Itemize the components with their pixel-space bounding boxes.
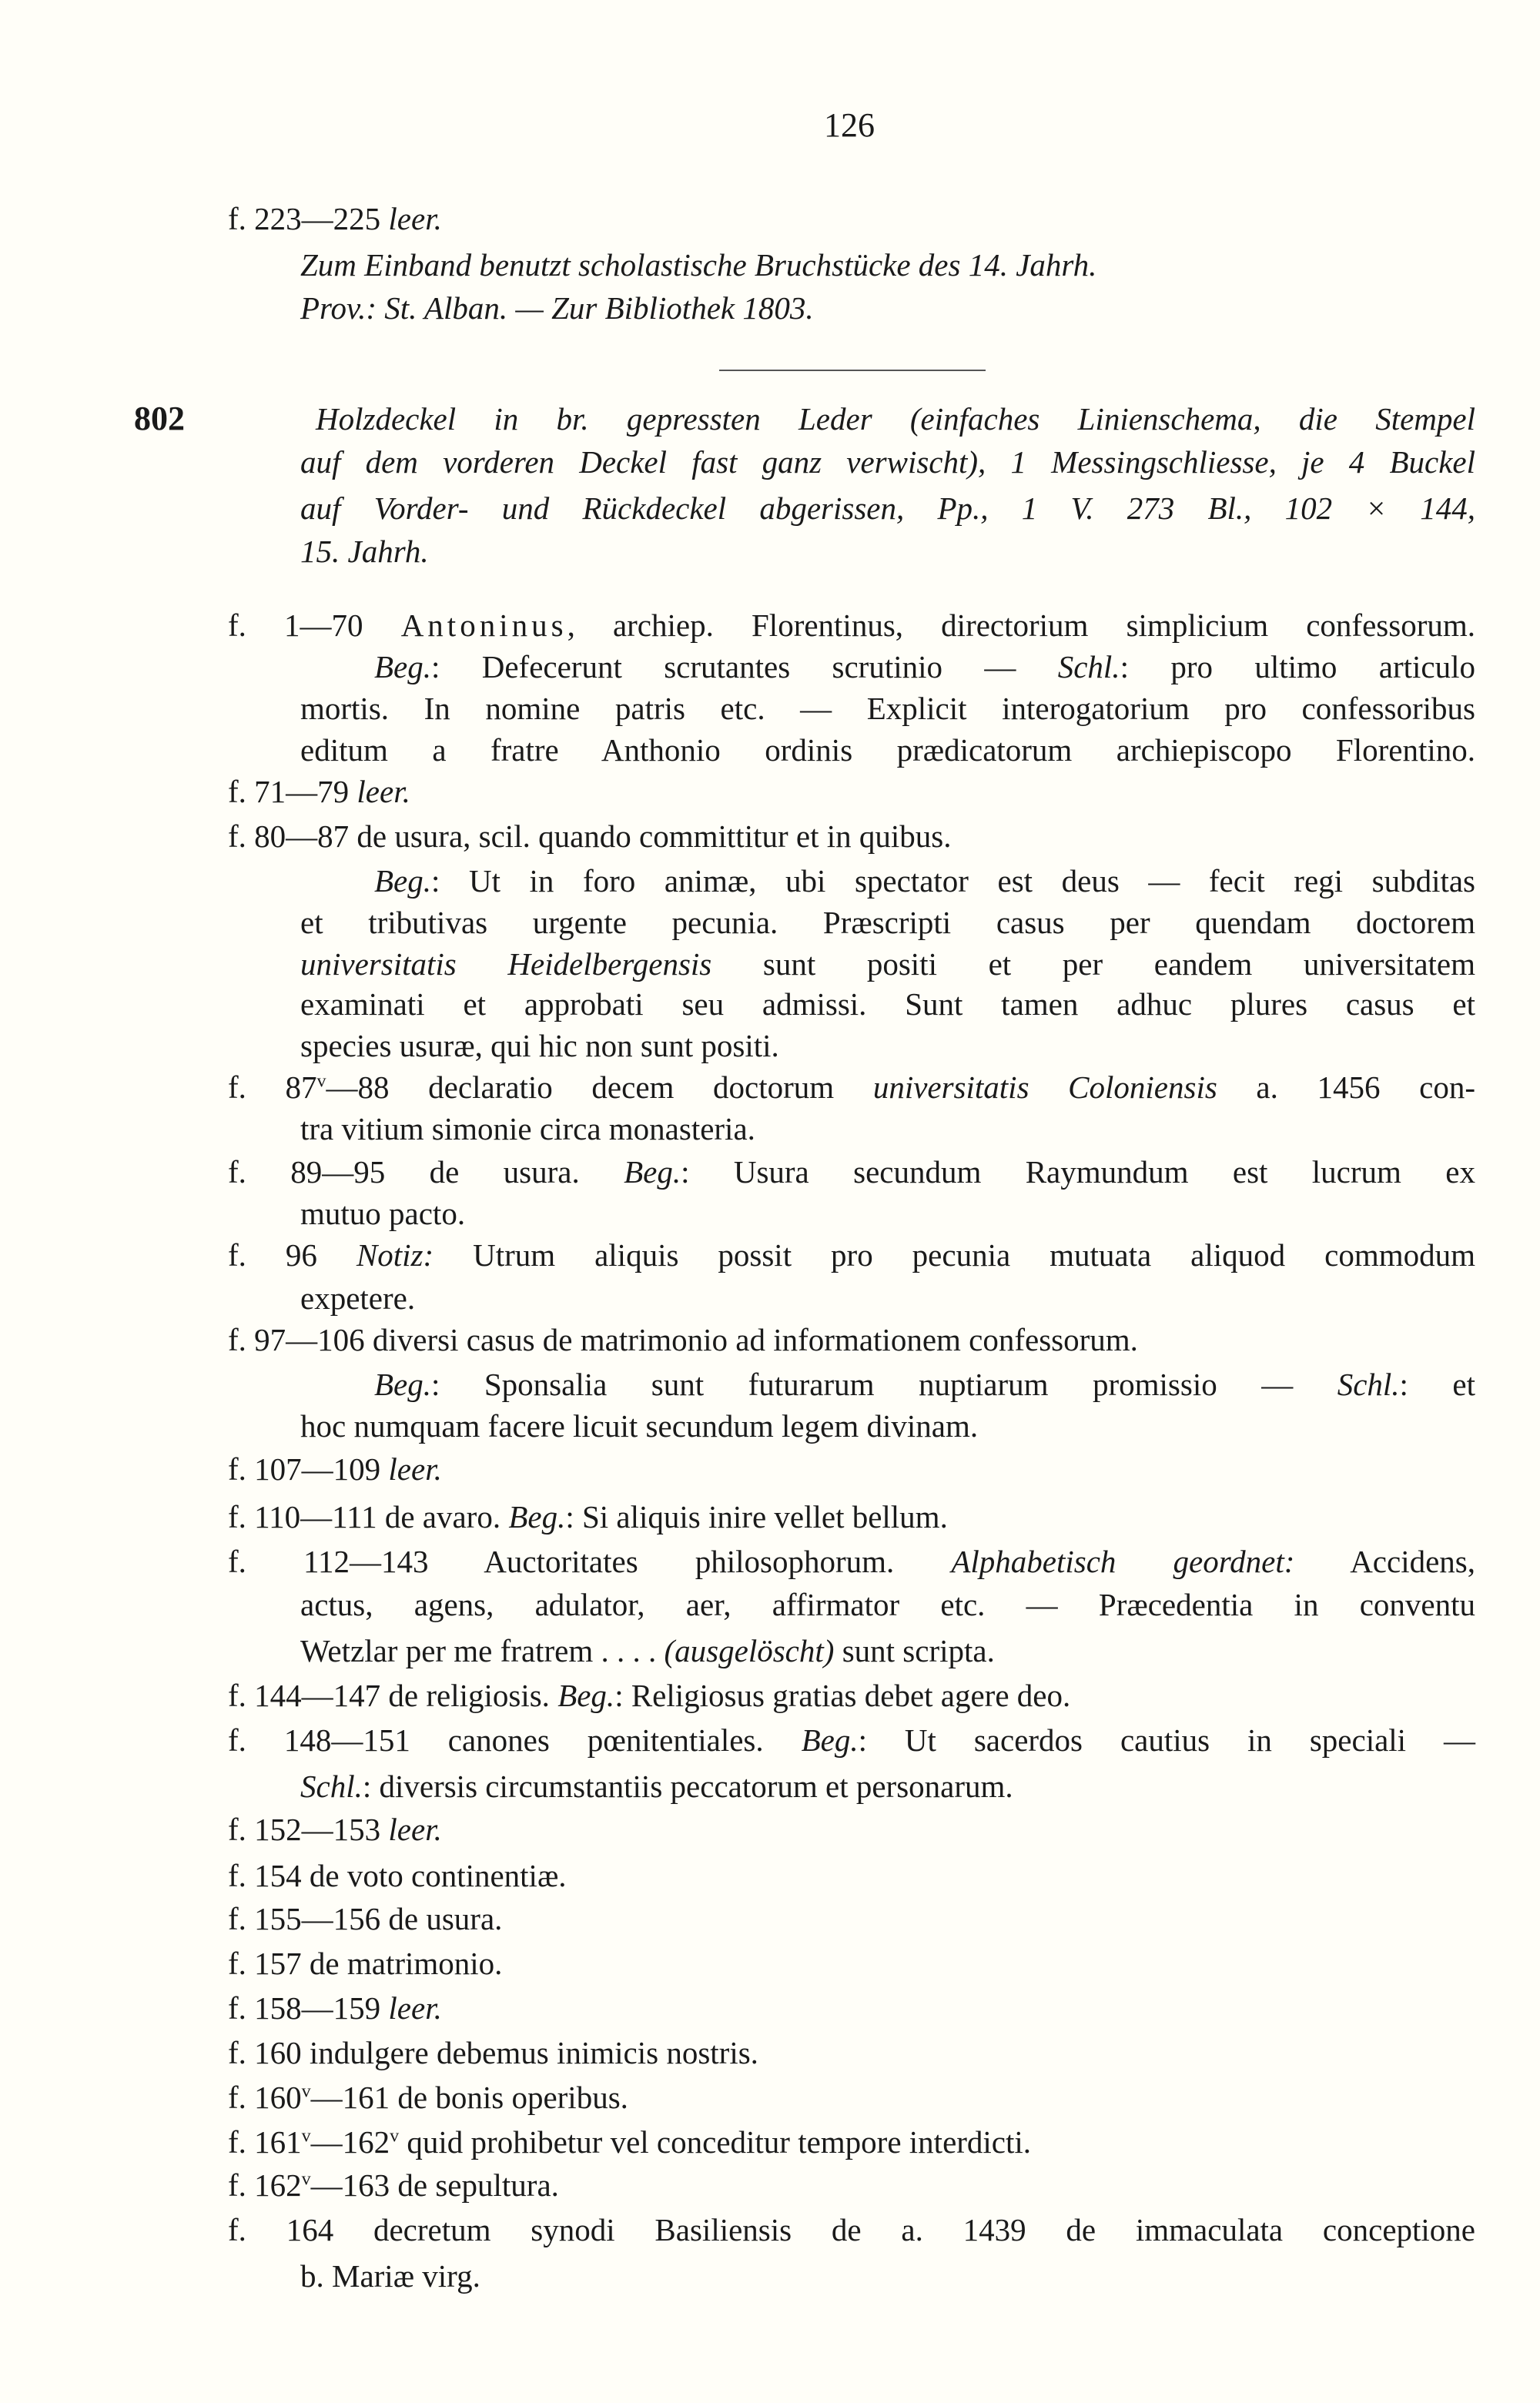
text-line: [374, 1362, 1475, 1407]
italic-text: leer.: [388, 1990, 442, 2026]
text-segment: : Defecerunt scrutantes scrutinio —: [431, 649, 1058, 684]
text-line: [300, 1023, 779, 1068]
italic-text: Beg.: [557, 1678, 615, 1713]
page-number: 126: [824, 106, 875, 144]
text-line: [228, 1986, 442, 2030]
text-line: [374, 858, 1475, 903]
text-line: [228, 1539, 1475, 1584]
italic-text: Schl.: [300, 1769, 363, 1804]
text-segment: f. 158—159: [228, 1990, 389, 2026]
text-line: [300, 1276, 415, 1320]
text-segment: : Usura secundum Raymundum est lucrum ex: [681, 1154, 1475, 1190]
text-segment: —88 declaratio decem doctorum: [326, 1069, 873, 1105]
text-line: [300, 1106, 755, 1151]
superscript: v: [390, 2126, 400, 2147]
italic-text: Beg.: [801, 1722, 859, 1758]
text-segment: : Sponsalia sunt futurarum nuptiarum promissio —: [431, 1367, 1337, 1402]
text-line: [228, 2030, 758, 2075]
italic-text: Notiz:: [356, 1237, 434, 1273]
text-segment: mutuo pacto.: [300, 1196, 466, 1231]
text-segment: tra vitium simonie circa monasteria.: [300, 1111, 755, 1146]
text-segment: , archiep. Florentinus, directorium simplicium confessorum.: [567, 607, 1475, 643]
text-line: [228, 1673, 1070, 1718]
text-segment: f. 107—109: [228, 1451, 389, 1487]
text-line: [228, 1807, 442, 1852]
text-line: [228, 2075, 628, 2120]
italic-text: universitatis Heidelbergensis: [300, 946, 712, 982]
italic-text: leer.: [388, 1812, 442, 1847]
text-segment: —162: [310, 2124, 390, 2160]
text-segment: examinati et approbati seu admissi. Sunt tamen adhuc plures casus et: [300, 986, 1475, 1022]
text-segment: : Ut in foro animæ, ubi spectator est deus — fecit regi subditas: [431, 863, 1475, 899]
italic-text: Schl.: [1337, 1367, 1400, 1402]
text-segment: f. 154 de voto continentiæ.: [228, 1858, 567, 1893]
italic-text: leer.: [388, 201, 442, 236]
italic-text: Beg.: [624, 1154, 681, 1190]
text-line: [316, 397, 1475, 441]
text-line: [300, 1628, 995, 1673]
superscript: v: [316, 1071, 326, 1092]
text-segment: : Religiosus gratias debet agere deo.: [614, 1678, 1071, 1713]
section-divider: [719, 370, 986, 371]
text-line: [300, 440, 1475, 484]
text-segment: hoc numquam facere licuit secundum legem divinam.: [300, 1408, 979, 1444]
italic-text: Beg.: [508, 1499, 566, 1535]
text-line: [228, 1718, 1475, 1762]
text-segment: —163 de sepultura.: [310, 2167, 559, 2203]
text-line: [228, 603, 1475, 648]
text-segment: sunt scripta.: [834, 1633, 995, 1668]
text-line: [228, 1853, 567, 1898]
text-line: [300, 1404, 978, 1448]
text-segment: f. 160: [228, 2080, 302, 2115]
italic-text: (ausgelöscht): [664, 1633, 835, 1668]
text-segment: : Si aliquis inire vellet bellum.: [565, 1499, 948, 1535]
text-segment: f. 223—225: [228, 201, 389, 236]
text-segment: f. 152—153: [228, 1812, 389, 1847]
italic-text: leer.: [388, 1451, 442, 1487]
text-segment: sunt positi et per eandem universitatem: [711, 946, 1476, 982]
text-segment: a. 1456 con-: [1217, 1069, 1475, 1105]
text-line: [300, 1191, 465, 1236]
text-segment: f. 112—143 Auctoritates philosophorum.: [228, 1544, 952, 1579]
superscript: v: [301, 2126, 311, 2147]
text-segment: Wetzlar per me fratrem . . . .: [300, 1633, 665, 1668]
text-segment: f. 80—87 de usura, scil. quando committitur et in quibus.: [228, 818, 952, 854]
text-line: [374, 644, 1475, 689]
text-segment: : diversis circumstantiis peccatorum et personarum.: [362, 1769, 1013, 1804]
text-segment: f. 161: [228, 2124, 302, 2160]
text-segment: f. 162: [228, 2167, 302, 2203]
text-segment: f. 160 indulgere debemus inimicis nostris.: [228, 2035, 758, 2070]
text-segment: f. 110—111 de avaro.: [228, 1499, 509, 1535]
text-line: [300, 529, 429, 574]
text-line: [228, 196, 442, 241]
text-line: [228, 1896, 502, 1941]
italic-text: Beg.: [374, 649, 431, 684]
text-line: [228, 1494, 948, 1539]
text-segment: quid prohibetur vel conceditur tempore interdicti.: [399, 2124, 1032, 2160]
text-segment: f. 164 decretum synodi Basiliensis de a. 1439 de immaculata conceptione: [228, 2212, 1475, 2247]
manuscript-signature: 802: [134, 400, 185, 437]
superscript: v: [301, 2081, 311, 2102]
text-line: [300, 486, 1475, 530]
text-segment: mortis. In nomine patris etc. — Explicit interogatorium pro confessoribus: [300, 691, 1475, 726]
text-line: [300, 982, 1475, 1026]
text-line: [228, 1447, 442, 1491]
italic-text: Holzdeckel in br. gepressten Leder (einfaches Linienschema, die Stempel: [316, 401, 1475, 437]
italic-text: auf dem vorderen Deckel fast ganz verwischt), 1 Messingschliesse, je 4 Buckel: [300, 444, 1475, 480]
italic-text: 15. Jahrh.: [300, 534, 429, 569]
text-segment: f. 155—156 de usura.: [228, 1901, 503, 1936]
text-segment: actus, agens, adulator, aer, affirmator etc. — Præcedentia in conventu: [300, 1587, 1475, 1622]
text-segment: species usuræ, qui hic non sunt positi.: [300, 1028, 779, 1063]
italic-text: Beg.: [374, 1367, 431, 1402]
text-line: [228, 1150, 1475, 1194]
text-line: [228, 1065, 1475, 1109]
text-line: [228, 1941, 502, 1986]
text-segment: f. 144—147 de religiosis.: [228, 1678, 558, 1713]
text-segment: : et: [1399, 1367, 1475, 1402]
text-segment: f. 96: [228, 1237, 357, 1273]
italic-text: Schl.: [1057, 649, 1120, 684]
italic-text: auf Vorder- und Rückdeckel abgerissen, Pp., 1 V. 273 Bl., 102 × 144,: [300, 490, 1475, 526]
italic-text: leer.: [357, 774, 410, 809]
text-segment: f. 148—151 canones pœnitentiales.: [228, 1722, 802, 1758]
text-segment: f. 89—95 de usura.: [228, 1154, 624, 1190]
text-segment: f. 87: [228, 1069, 317, 1105]
text-segment: —161 de bonis operibus.: [310, 2080, 628, 2115]
text-segment: b. Mariæ virg.: [300, 2258, 480, 2294]
text-segment: Utrum aliquis possit pro pecunia mutuata aliquod commodum: [434, 1237, 1476, 1273]
text-line: [300, 686, 1475, 731]
text-line: [228, 2163, 559, 2207]
italic-text: Beg.: [374, 863, 431, 899]
italic-text: Zum Einband benutzt scholastische Bruchstücke des 14. Jahrh.: [300, 247, 1097, 283]
text-line: [300, 1582, 1475, 1627]
text-line: [300, 942, 1475, 986]
text-segment: f. 71—79: [228, 774, 357, 809]
superscript: v: [301, 2169, 311, 2190]
italic-text: universitatis Coloniensis: [872, 1069, 1217, 1105]
text-segment: expetere.: [300, 1280, 416, 1316]
text-line: [300, 2254, 480, 2298]
text-line: [228, 1233, 1475, 1277]
text-line: [228, 2120, 1031, 2164]
text-segment: et tributivas urgente pecunia. Præscripti casus per quendam doctorem: [300, 905, 1475, 940]
text-line: [228, 769, 410, 814]
italic-text: Alphabetisch geordnet:: [951, 1544, 1295, 1579]
text-segment: f. 1—70: [228, 607, 401, 643]
italic-text: Prov.: St. Alban. — Zur Bibliothek 1803.: [300, 290, 814, 326]
text-segment: editum a fratre Anthonio ordinis prædicatorum archiepiscopo Florentino.: [300, 732, 1475, 768]
text-segment: f. 157 de matrimonio.: [228, 1946, 503, 1981]
text-line: [300, 900, 1475, 945]
text-line: [300, 286, 814, 330]
text-segment: : Ut sacerdos cautius in speciali —: [858, 1722, 1475, 1758]
text-line: [228, 1317, 1138, 1362]
text-line: [228, 814, 951, 858]
text-segment: f. 97—106 diversi casus de matrimonio ad informationem confessorum.: [228, 1322, 1138, 1357]
text-line: [300, 243, 1096, 287]
text-segment: : pro ultimo articulo: [1120, 649, 1475, 684]
text-segment: Antoninus: [400, 607, 567, 643]
text-line: [228, 2207, 1475, 2252]
text-segment: Accidens,: [1294, 1544, 1475, 1579]
text-line: [300, 728, 1475, 772]
text-line: [300, 1764, 1013, 1809]
